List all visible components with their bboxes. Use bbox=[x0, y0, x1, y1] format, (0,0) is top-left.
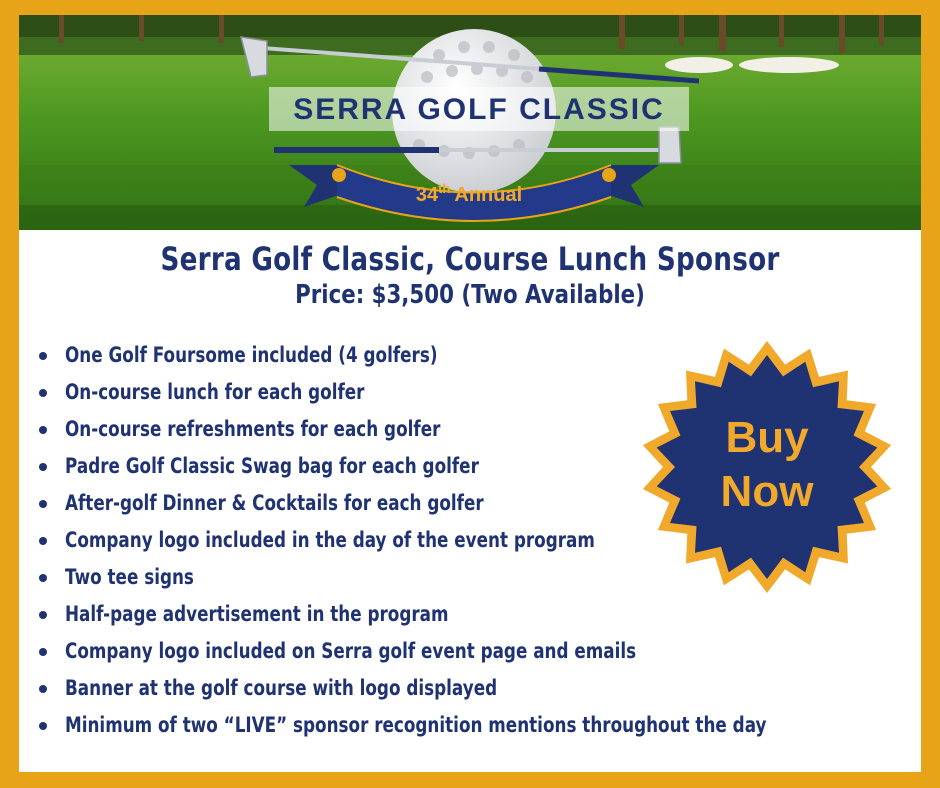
list-item: On-course lunch for each golfer bbox=[35, 374, 921, 411]
sponsor-card bbox=[19, 15, 921, 772]
bullet-icon bbox=[39, 648, 47, 656]
logo-title: SERRA GOLF CLASSIC bbox=[293, 93, 665, 126]
list-item: Two tee signs bbox=[35, 559, 921, 596]
bullet-icon bbox=[39, 500, 47, 508]
bullet-icon bbox=[39, 463, 47, 471]
bullet-icon bbox=[39, 685, 47, 693]
list-item: Company logo included on Serra golf event page and emails bbox=[35, 633, 921, 670]
bullet-icon bbox=[39, 537, 47, 545]
list-item: Padre Golf Classic Swag bag for each golfer bbox=[35, 448, 921, 485]
offer-title: Serra Golf Classic, Course Lunch Sponsor bbox=[160, 240, 780, 278]
list-item: On-course refreshments for each golfer bbox=[35, 411, 921, 448]
buy-now-label: Buy Now bbox=[720, 413, 814, 516]
list-item: Banner at the golf course with logo displayed bbox=[35, 670, 921, 707]
buy-now-button[interactable] bbox=[639, 339, 895, 595]
list-item: Half-page advertisement in the program bbox=[35, 596, 921, 633]
golf-course-image bbox=[19, 15, 921, 230]
bullet-icon bbox=[39, 722, 47, 730]
bullet-icon bbox=[39, 574, 47, 582]
bullet-icon bbox=[39, 352, 47, 360]
bullet-icon bbox=[39, 611, 47, 619]
list-item: Company logo included in the day of the event program bbox=[35, 522, 921, 559]
list-item: Minimum of two “LIVE” sponsor recognition mentions throughout the day bbox=[35, 707, 921, 744]
hero-banner bbox=[19, 15, 921, 230]
bullet-icon bbox=[39, 426, 47, 434]
list-item: After-golf Dinner & Cocktails for each golfer bbox=[35, 485, 921, 522]
bullet-icon bbox=[39, 389, 47, 397]
list-item: One Golf Foursome included (4 golfers) bbox=[35, 337, 921, 374]
offer-price: Price: $3,500 (Two Available) bbox=[295, 280, 645, 310]
annual-label: 34th Annual bbox=[415, 181, 523, 206]
